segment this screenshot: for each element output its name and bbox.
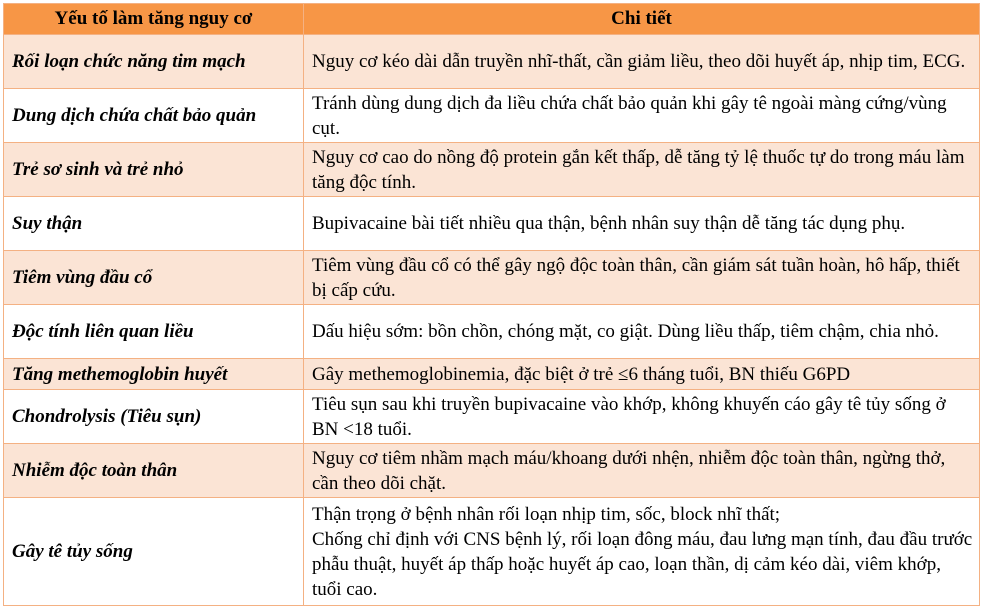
detail-text: Bupivacaine bài tiết nhiều qua thận, bệnh nhân suy thận dễ tăng tác dụng phụ. <box>312 213 906 234</box>
detail-cell <box>304 89 980 143</box>
table-row <box>4 359 980 390</box>
detail-text: Thận trọng ở bệnh nhân rối loạn nhịp tim, sốc, block nhĩ thất; <box>312 503 781 525</box>
detail-text: Dấu hiệu sớm: bồn chồn, chóng mặt, co giật. Dùng liều thấp, tiêm chậm, chia nhỏ. <box>312 321 939 342</box>
table-row <box>4 89 980 143</box>
table-row <box>4 251 980 305</box>
detail-text: Tiêm vùng đầu cổ có thể gây ngộ độc toàn thân, cần giám sát tuần hoàn, hô hấp, thiết bị cấp cứu. <box>312 254 960 301</box>
detail-cell <box>304 35 980 89</box>
table-row <box>4 143 980 197</box>
risk-factor-cell: Rối loạn chức năng tim mạch <box>4 35 304 89</box>
detail-cell <box>304 498 980 606</box>
table-row <box>4 197 980 251</box>
detail-cell <box>304 251 980 305</box>
header-risk-factor: Yếu tố làm tăng nguy cơ <box>4 4 304 35</box>
detail-text: Gây methemoglobinemia, đặc biệt ở trẻ ≤6 tháng tuổi, BN thiếu G6PD <box>312 363 851 385</box>
detail-cell <box>304 305 980 359</box>
detail-text: Tiêu sụn sau khi truyền bupivacaine vào khớp, không khuyến cáo gây tê tủy sống ở BN <18 tuổi. <box>312 393 946 440</box>
detail-cell <box>304 444 980 498</box>
risk-factor-cell: Độc tính liên quan liều <box>4 305 304 359</box>
risk-factor-table <box>3 3 980 606</box>
detail-cell <box>304 197 980 251</box>
risk-factor-cell: Nhiễm độc toàn thân <box>4 444 304 498</box>
table-row <box>4 35 980 89</box>
detail-text: Nguy cơ kéo dài dẫn truyền nhĩ-thất, cần giảm liều, theo dõi huyết áp, nhịp tim, ECG. <box>312 51 966 72</box>
table-row <box>4 390 980 444</box>
risk-factor-cell: Trẻ sơ sinh và trẻ nhỏ <box>4 143 304 197</box>
risk-factor-cell: Dung dịch chứa chất bảo quản <box>4 89 304 143</box>
table-header-row <box>4 4 980 35</box>
header-detail: Chi tiết <box>304 4 980 35</box>
table-row <box>4 444 980 498</box>
detail-text: Chống chỉ định với CNS bệnh lý, rối loạn đông máu, đau lưng mạn tính, đau đầu trước phẫu thuật, huyết áp thấp hoặc huyết áp cao, loạn thần, dị cảm kéo dài, viêm khớp, tuổi cao. <box>312 528 973 600</box>
detail-text: Tránh dùng dung dịch đa liều chứa chất bảo quản khi gây tê ngoài màng cứng/vùng cụt. <box>312 92 947 139</box>
detail-text: Nguy cơ cao do nồng độ protein gắn kết thấp, dễ tăng tỷ lệ thuốc tự do trong máu làm tăng độc tính. <box>312 146 965 193</box>
detail-cell <box>304 143 980 197</box>
table-row <box>4 498 980 606</box>
detail-text: Nguy cơ tiêm nhầm mạch máu/khoang dưới nhện, nhiễm độc toàn thân, ngừng thở, cần theo dõi chặt. <box>312 447 946 494</box>
risk-factor-table-container <box>3 3 979 606</box>
risk-factor-cell: Chondrolysis (Tiêu sụn) <box>4 390 304 444</box>
risk-factor-cell: Tăng methemoglobin huyết <box>4 359 304 390</box>
detail-cell <box>304 390 980 444</box>
detail-cell <box>304 359 980 390</box>
table-row <box>4 305 980 359</box>
risk-factor-cell: Suy thận <box>4 197 304 251</box>
risk-factor-cell: Tiêm vùng đầu cổ <box>4 251 304 305</box>
risk-factor-cell: Gây tê tủy sống <box>4 498 304 606</box>
